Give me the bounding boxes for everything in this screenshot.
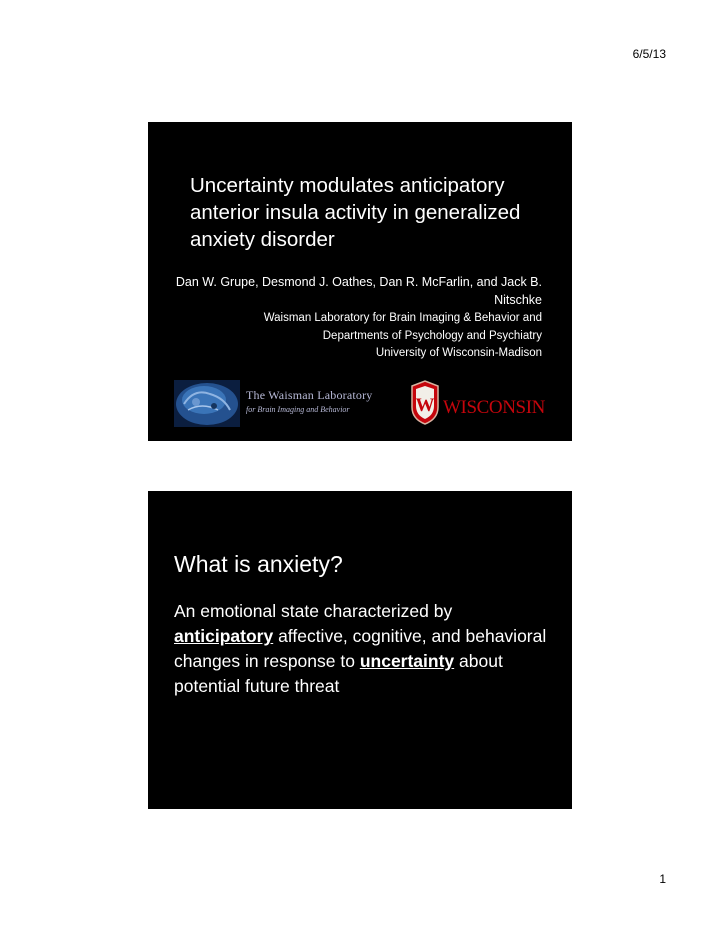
waisman-laboratory-logo [246,388,376,422]
waisman-logo-line-2: for Brain Imaging and Behavior [246,405,350,414]
crest-letter: W [415,395,435,416]
title-slide [148,122,572,441]
uw-crest-icon [409,379,441,425]
anxiety-definition [174,599,554,699]
brain-scan-image [174,380,240,427]
definition-slide [148,491,572,809]
slide-heading: What is anxiety? [174,551,343,577]
definition-text-1: An emotional state characterized by [174,601,453,621]
emphasis-anticipatory: anticipatory [174,626,274,646]
author-list: Dan W. Grupe, Desmond J. Oathes, Dan R. McFarlin, and Jack B. Nitschke [175,275,542,307]
waisman-logo-line-1: The Waisman Laboratory [246,388,373,402]
affiliation-line-3: University of Wisconsin-Madison [375,347,542,359]
affiliation-line-2: Departments of Psychology and Psychiatry [322,329,542,342]
affiliation [162,310,542,363]
page-number: 1 [659,872,666,886]
presentation-title: Uncertainty modulates anticipatory anterior insula activity in generalized anxiety disorder [190,174,521,251]
emphasis-uncertainty: uncertainty [359,651,455,671]
definition-text-2: affective, cognitive, and behavioral changes in response to [174,626,547,671]
definition-text-3: about potential future threat [174,651,503,696]
wisconsin-wordmark: WISCONSIN [443,397,545,418]
page-date: 6/5/13 [632,47,666,61]
affiliation-line-1: Waisman Laboratory for Brain Imaging & Behavior and [263,312,542,324]
